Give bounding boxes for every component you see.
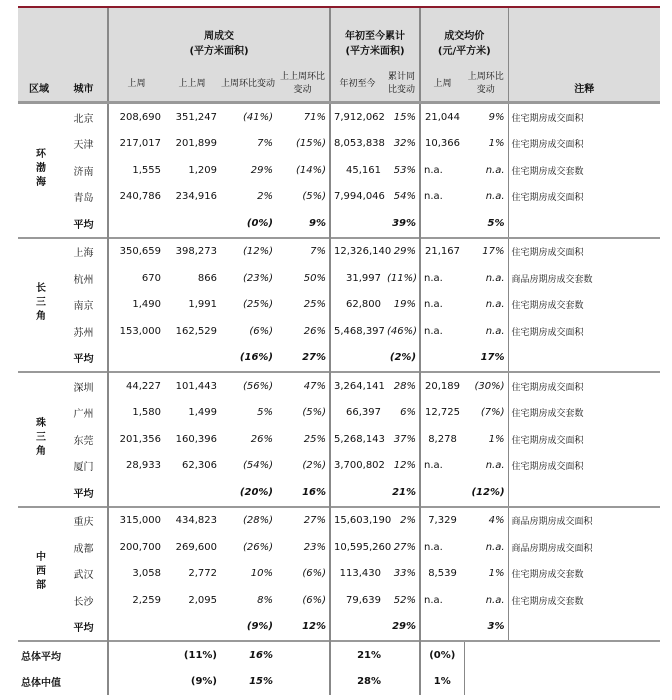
cell: n.a. <box>420 453 464 480</box>
cell: 住宅期房成交套数 <box>508 587 660 614</box>
cell: 71% <box>303 111 327 123</box>
header-price: 成交均价 (元/平方米) <box>420 8 508 63</box>
cell <box>508 345 660 373</box>
cell <box>420 345 464 373</box>
cell: 3% <box>487 621 505 633</box>
cell <box>330 614 384 642</box>
cell: 5% <box>487 217 505 229</box>
header-weekly: 周成交 (平方米面积) <box>108 8 330 63</box>
cell: 东莞 <box>73 435 94 447</box>
cell: 商品房期房成交套数 <box>508 265 660 292</box>
cell: 350,659 <box>108 238 164 266</box>
cell: (26%) <box>242 541 273 553</box>
cell: 44,227 <box>108 372 164 400</box>
average-row <box>18 614 660 642</box>
table-row <box>18 103 660 131</box>
cell <box>164 479 220 507</box>
table-row <box>18 292 660 319</box>
cell: (46%) <box>387 325 418 337</box>
cell: 21,044 <box>420 103 464 131</box>
cell: 住宅期房成交面积 <box>508 318 660 345</box>
cell: 12% <box>302 621 327 633</box>
region-label: 中西部 <box>33 551 45 594</box>
subheader-2: 上周环比变动 <box>220 63 276 103</box>
cell: (20%) <box>239 486 273 498</box>
cell: 16% <box>302 486 327 498</box>
cell: 7% <box>310 246 327 258</box>
cell: n.a. <box>420 318 464 345</box>
cell: 3,700,802 <box>330 453 384 480</box>
cell: 29% <box>393 246 417 258</box>
cell: 7,329 <box>420 507 464 535</box>
cell <box>108 345 164 373</box>
cell: 住宅期房成交面积 <box>508 103 660 131</box>
cell: 10,595,260 <box>330 534 384 561</box>
table-row <box>18 453 660 480</box>
header-region: 区域 <box>18 8 60 103</box>
cell: 1,991 <box>188 299 217 311</box>
cell: 住宅期房成交面积 <box>508 238 660 266</box>
cell: 62,800 <box>330 292 384 319</box>
cell: 商品房期房成交面积 <box>508 534 660 561</box>
cell: 39% <box>392 217 417 229</box>
region-section <box>18 507 660 642</box>
cell: n.a. <box>485 541 505 553</box>
cell: 12,326,140 <box>330 238 384 266</box>
cell: 29% <box>250 164 273 176</box>
table-row <box>18 265 660 292</box>
cell: 315,000 <box>108 507 164 535</box>
cell <box>330 210 384 238</box>
cell: 217,017 <box>108 131 164 158</box>
cell: 6% <box>400 407 417 419</box>
cell: 398,273 <box>175 246 217 258</box>
cell <box>464 669 508 696</box>
cell: 平均 <box>73 488 94 500</box>
cell: 12% <box>393 460 417 472</box>
cell: 苏州 <box>73 327 94 339</box>
cell: (6%) <box>249 325 273 337</box>
cell: (12%) <box>242 246 273 258</box>
cell: (7%) <box>480 407 505 419</box>
cell: 21,167 <box>420 238 464 266</box>
cell: 234,916 <box>175 191 217 203</box>
cell: (0%) <box>420 641 464 669</box>
cell: 1,209 <box>188 164 217 176</box>
subheader-7: 上周环比变动 <box>464 63 508 103</box>
cell: 27% <box>303 515 327 527</box>
region-section <box>18 238 660 373</box>
cell: 1% <box>488 138 505 150</box>
cell: 成都 <box>73 543 94 555</box>
cell: 47% <box>303 380 327 392</box>
cell: 济南 <box>73 166 94 178</box>
cell <box>164 345 220 373</box>
cell <box>464 641 508 669</box>
cell: 住宅期房成交套数 <box>508 400 660 427</box>
cell <box>420 614 464 642</box>
cell <box>108 669 164 696</box>
cell: n.a. <box>420 184 464 211</box>
cell: 商品房期房成交面积 <box>508 507 660 535</box>
table-row <box>18 157 660 184</box>
cell: 杭州 <box>73 274 94 286</box>
table-header <box>18 8 660 103</box>
cell <box>108 614 164 642</box>
table-row <box>18 238 660 266</box>
cell: 16% <box>249 649 273 661</box>
cell: 62,306 <box>182 460 217 472</box>
cell: 5,268,143 <box>330 426 384 453</box>
table-row <box>18 318 660 345</box>
cell: 1% <box>420 669 464 696</box>
table-row <box>18 400 660 427</box>
total-row <box>18 669 660 696</box>
cell: 351,247 <box>175 111 217 123</box>
cell <box>108 210 164 238</box>
cell: (14%) <box>295 164 327 176</box>
cell: 武汉 <box>73 570 94 582</box>
cell: 8,278 <box>420 426 464 453</box>
cell: 7,994,046 <box>330 184 384 211</box>
cell: (12%) <box>471 486 505 498</box>
cell: 北京 <box>73 113 94 125</box>
cell: 3,264,141 <box>330 372 384 400</box>
cell: n.a. <box>420 587 464 614</box>
region-label: 长三角 <box>33 282 45 325</box>
table-row <box>18 131 660 158</box>
cell: 7% <box>257 138 273 150</box>
table-row <box>18 507 660 535</box>
cell: (23%) <box>242 272 273 284</box>
cell: n.a. <box>485 594 505 606</box>
cell: 32% <box>393 138 417 150</box>
cell: 8% <box>257 594 273 606</box>
cell: 1,555 <box>108 157 164 184</box>
cell: 住宅期房成交面积 <box>508 184 660 211</box>
totals-section <box>18 641 660 695</box>
cell: n.a. <box>485 272 505 284</box>
cell: 50% <box>303 272 327 284</box>
subheader-6: 上周 <box>420 63 464 103</box>
cell: 45,161 <box>330 157 384 184</box>
cell: 26% <box>250 433 273 445</box>
cell: (41%) <box>242 111 273 123</box>
cell: 南京 <box>73 301 94 313</box>
cell: 住宅期房成交套数 <box>508 292 660 319</box>
cell: 162,529 <box>175 325 217 337</box>
cell: 15% <box>393 111 417 123</box>
region-cell <box>18 372 60 507</box>
table-row <box>18 372 660 400</box>
cell: n.a. <box>485 191 505 203</box>
cell: (15%) <box>295 138 327 150</box>
cell: 269,600 <box>175 541 217 553</box>
cell: 7,912,062 <box>330 103 384 131</box>
cell: 1% <box>488 433 505 445</box>
cell: 平均 <box>73 623 94 635</box>
cell: 1,499 <box>188 407 217 419</box>
table-row <box>18 587 660 614</box>
subheader-4: 年初至今 <box>330 63 384 103</box>
cell: 21% <box>392 486 417 498</box>
cell: 2,772 <box>188 568 217 580</box>
cell: 19% <box>393 299 417 311</box>
cell: 2% <box>257 191 273 203</box>
cell: n.a. <box>420 157 464 184</box>
cell: 31,997 <box>330 265 384 292</box>
cell: n.a. <box>485 164 505 176</box>
cell: n.a. <box>485 325 505 337</box>
cell <box>330 345 384 373</box>
property-sales-table <box>18 8 660 695</box>
cell: 2,095 <box>188 594 217 606</box>
cell: (11%) <box>183 649 217 661</box>
total-label: 总体平均 <box>21 651 61 663</box>
cell: 25% <box>303 433 327 445</box>
region-label: 环渤海 <box>33 147 45 190</box>
cell: (0%) <box>246 217 273 229</box>
cell: 200,700 <box>108 534 164 561</box>
cell: n.a. <box>485 299 505 311</box>
cell: 住宅期房成交套数 <box>508 157 660 184</box>
cell: 240,786 <box>108 184 164 211</box>
cell <box>508 210 660 238</box>
cell: 住宅期房成交套数 <box>508 561 660 588</box>
cell: 66,397 <box>330 400 384 427</box>
total-row <box>18 641 660 669</box>
cell: 平均 <box>73 354 94 366</box>
cell: 53% <box>393 164 417 176</box>
cell: 28,933 <box>108 453 164 480</box>
cell: n.a. <box>420 292 464 319</box>
cell <box>420 210 464 238</box>
cell: 17% <box>480 352 505 364</box>
subheader-1: 上上周 <box>164 63 220 103</box>
cell: (6%) <box>302 568 327 580</box>
cell: 23% <box>303 541 327 553</box>
cell: 深圳 <box>73 382 94 394</box>
cell: 52% <box>393 594 417 606</box>
cell: 住宅期房成交面积 <box>508 426 660 453</box>
cell: 12,725 <box>420 400 464 427</box>
cell: (56%) <box>242 380 273 392</box>
cell: 25% <box>303 299 327 311</box>
subheader-0: 上周 <box>108 63 164 103</box>
cell: (25%) <box>242 299 273 311</box>
cell: 33% <box>393 568 417 580</box>
cell <box>276 669 330 696</box>
region-cell <box>18 238 60 373</box>
cell: 15,603,190 <box>330 507 384 535</box>
cell: 153,000 <box>108 318 164 345</box>
cell <box>108 479 164 507</box>
cell: 重庆 <box>73 517 94 529</box>
cell: (9%) <box>246 621 273 633</box>
cell: 670 <box>108 265 164 292</box>
cell: 2% <box>400 515 417 527</box>
cell: (30%) <box>474 380 505 392</box>
cell: 28% <box>330 669 384 696</box>
cell: (2%) <box>389 352 417 364</box>
cell: 201,356 <box>108 426 164 453</box>
cell <box>508 479 660 507</box>
cell: 54% <box>393 191 417 203</box>
table-row <box>18 426 660 453</box>
table-row <box>18 561 660 588</box>
cell: 17% <box>482 246 505 258</box>
cell: 866 <box>197 272 217 284</box>
region-cell <box>18 103 60 238</box>
cell: (9%) <box>190 676 217 688</box>
cell: 5% <box>257 407 273 419</box>
cell: 2,259 <box>108 587 164 614</box>
cell: 113,430 <box>330 561 384 588</box>
cell: 10% <box>250 568 273 580</box>
cell: 天津 <box>73 140 94 152</box>
cell: 27% <box>302 352 327 364</box>
cell <box>276 641 330 669</box>
average-row <box>18 479 660 507</box>
region-label: 珠三角 <box>33 416 45 459</box>
cell: 15% <box>249 676 273 688</box>
cell: 住宅期房成交面积 <box>508 372 660 400</box>
header-city: 城市 <box>60 8 108 103</box>
region-section <box>18 103 660 238</box>
cell: (11%) <box>387 272 418 284</box>
region-cell <box>18 507 60 642</box>
cell <box>384 669 420 696</box>
cell: n.a. <box>420 534 464 561</box>
cell: n.a. <box>420 265 464 292</box>
cell: 1,580 <box>108 400 164 427</box>
cell: 住宅期房成交面积 <box>508 453 660 480</box>
cell: 平均 <box>73 219 94 231</box>
average-row <box>18 210 660 238</box>
cell: 4% <box>488 515 505 527</box>
cell <box>164 210 220 238</box>
cell: 9% <box>309 217 327 229</box>
header-ytd: 年初至今累计 (平方米面积) <box>330 8 420 63</box>
cell: 10,366 <box>420 131 464 158</box>
cell: 101,443 <box>175 380 217 392</box>
cell: 201,899 <box>175 138 217 150</box>
cell: 住宅期房成交面积 <box>508 131 660 158</box>
cell: n.a. <box>485 460 505 472</box>
cell <box>108 641 164 669</box>
cell: 上海 <box>73 248 94 260</box>
cell: (16%) <box>239 352 273 364</box>
total-label: 总体中值 <box>21 678 61 690</box>
cell <box>384 641 420 669</box>
cell: 3,058 <box>108 561 164 588</box>
region-section <box>18 372 660 507</box>
subheader-3: 上上周环比变动 <box>276 63 330 103</box>
cell: 8,053,838 <box>330 131 384 158</box>
cell: 27% <box>393 541 417 553</box>
table-row <box>18 184 660 211</box>
cell: 20,189 <box>420 372 464 400</box>
cell: (6%) <box>302 594 327 606</box>
cell: 1,490 <box>108 292 164 319</box>
cell: 37% <box>393 433 417 445</box>
cell: 广州 <box>73 409 94 421</box>
cell: 1% <box>488 568 505 580</box>
cell: (54%) <box>242 460 273 472</box>
cell: (28%) <box>242 515 273 527</box>
cell: (5%) <box>302 191 327 203</box>
cell: 厦门 <box>73 462 94 474</box>
cell: 9% <box>488 111 505 123</box>
cell: 28% <box>393 380 417 392</box>
subheader-5: 累计同比变动 <box>384 63 420 103</box>
cell <box>508 614 660 642</box>
cell <box>420 479 464 507</box>
average-row <box>18 345 660 373</box>
cell: 434,823 <box>175 515 217 527</box>
cell <box>330 479 384 507</box>
header-note: 注释 <box>508 8 660 103</box>
cell: 5,468,397 <box>330 318 384 345</box>
cell: 160,396 <box>175 433 217 445</box>
cell: 29% <box>392 621 417 633</box>
cell: 21% <box>330 641 384 669</box>
cell: 8,539 <box>420 561 464 588</box>
cell: 208,690 <box>108 103 164 131</box>
cell: 79,639 <box>330 587 384 614</box>
cell: 26% <box>303 325 327 337</box>
table-row <box>18 534 660 561</box>
cell: (5%) <box>302 407 327 419</box>
cell: 长沙 <box>73 596 94 608</box>
cell <box>164 614 220 642</box>
cell: 青岛 <box>73 193 94 205</box>
cell: (2%) <box>302 460 327 472</box>
